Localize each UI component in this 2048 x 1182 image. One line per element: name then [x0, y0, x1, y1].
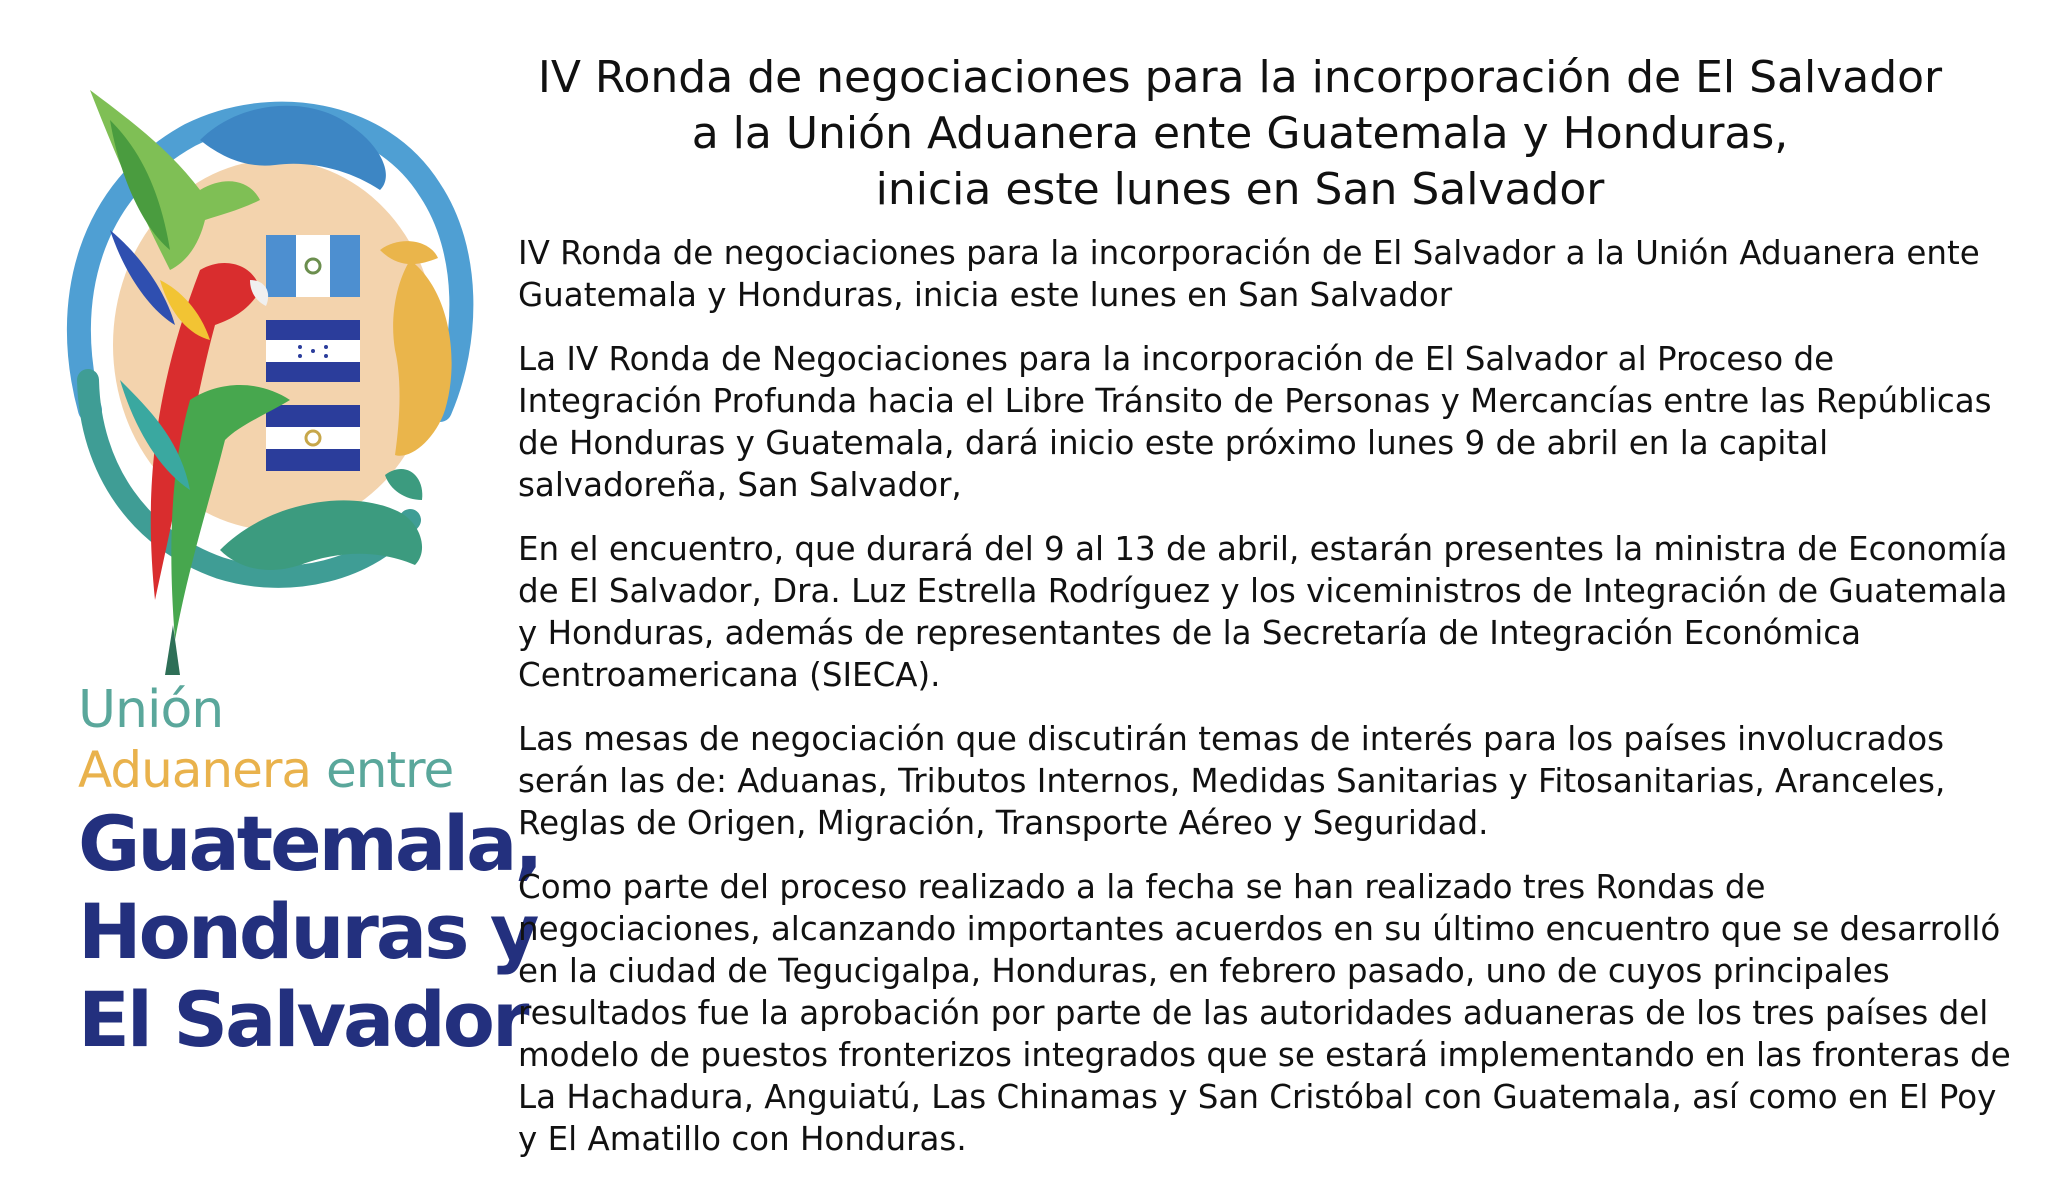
article-paragraph-2: La IV Ronda de Negociaciones para la incorporación de El Salvador al Proceso de Integración Profunda hacia el Libre Tránsito de Personas y Mercancías entre las Repúblicas de Honduras y Guatemala, dará inicio este próximo lunes 9 de abril en la capital salvadoreña, San Salvador,	[518, 340, 1992, 504]
logo-aduanera-text: Aduanera	[78, 741, 312, 799]
green-hand-finger	[385, 469, 422, 500]
article-paragraph-1: IV Ronda de negociaciones para la incorporación de El Salvador a la Unión Aduanera ente Guatemala y Honduras, inicia este lunes en San Salvador	[518, 234, 1980, 314]
headline-line-2: a la Unión Aduanera ente Guatemala y Honduras,	[691, 108, 1789, 159]
page-headline	[520, 50, 1960, 218]
headline-line-3: inicia este lunes en San Salvador	[875, 164, 1605, 215]
article-paragraph-5: Como parte del proceso realizado a la fecha se han realizado tres Rondas de negociaciones, alcanzando importantes acuerdos en su último encuentro que se desarrolló en la ciudad de Tegucigalpa, Honduras, en febrero pasado, uno de cuyos principales resultados fue la aprobación por parte de las autoridades aduaneras de los tres países del modelo de puestos fronterizos integrados que se estará implementando en las fronteras de La Hachadura, Anguiatú, Las Chinamas y San Cristóbal con Guatemala, así como en El Poy y El Amatillo con Honduras.	[518, 868, 2011, 1158]
logo-el-salvador-text: El Salvador	[78, 975, 527, 1064]
guatemala-flag	[266, 235, 360, 297]
headline-line-1: IV Ronda de negociaciones para la incorporación de El Salvador	[537, 52, 1943, 103]
yellow-hand-shape	[393, 260, 451, 456]
union-aduanera-logo-art	[50, 80, 490, 700]
article-paragraph-4: Las mesas de negociación que discutirán temas de interés para los países involucrados serán las de: Aduanas, Tributos Internos, Medidas Sanitarias y Fitosanitarias, Aranceles, Reglas de Origen, Migración, Transporte Aéreo y Seguridad.	[518, 720, 1946, 842]
logo-wordmark	[78, 680, 541, 1064]
honduras-flag	[266, 320, 360, 382]
article-paragraph-3: En el encuentro, que durará del 9 al 13 de abril, estarán presentes la ministra de Economía de El Salvador, Dra. Luz Estrella Rodríguez y los viceministros de Integración de Guatemala y Honduras, además de representantes de la Secretaría de Integración Económica Centroamericana (SIECA).	[518, 530, 2008, 694]
el-salvador-flag	[266, 405, 360, 471]
logo-aduanera-line	[78, 740, 498, 800]
article-body	[518, 232, 2018, 1182]
logo-honduras-text: Honduras y	[78, 887, 537, 976]
logo-entre-text: entre	[311, 741, 454, 799]
torogoz-tail	[165, 625, 180, 675]
logo-union-text: Unión	[78, 680, 224, 740]
logo-guatemala-text: Guatemala,	[78, 799, 541, 888]
